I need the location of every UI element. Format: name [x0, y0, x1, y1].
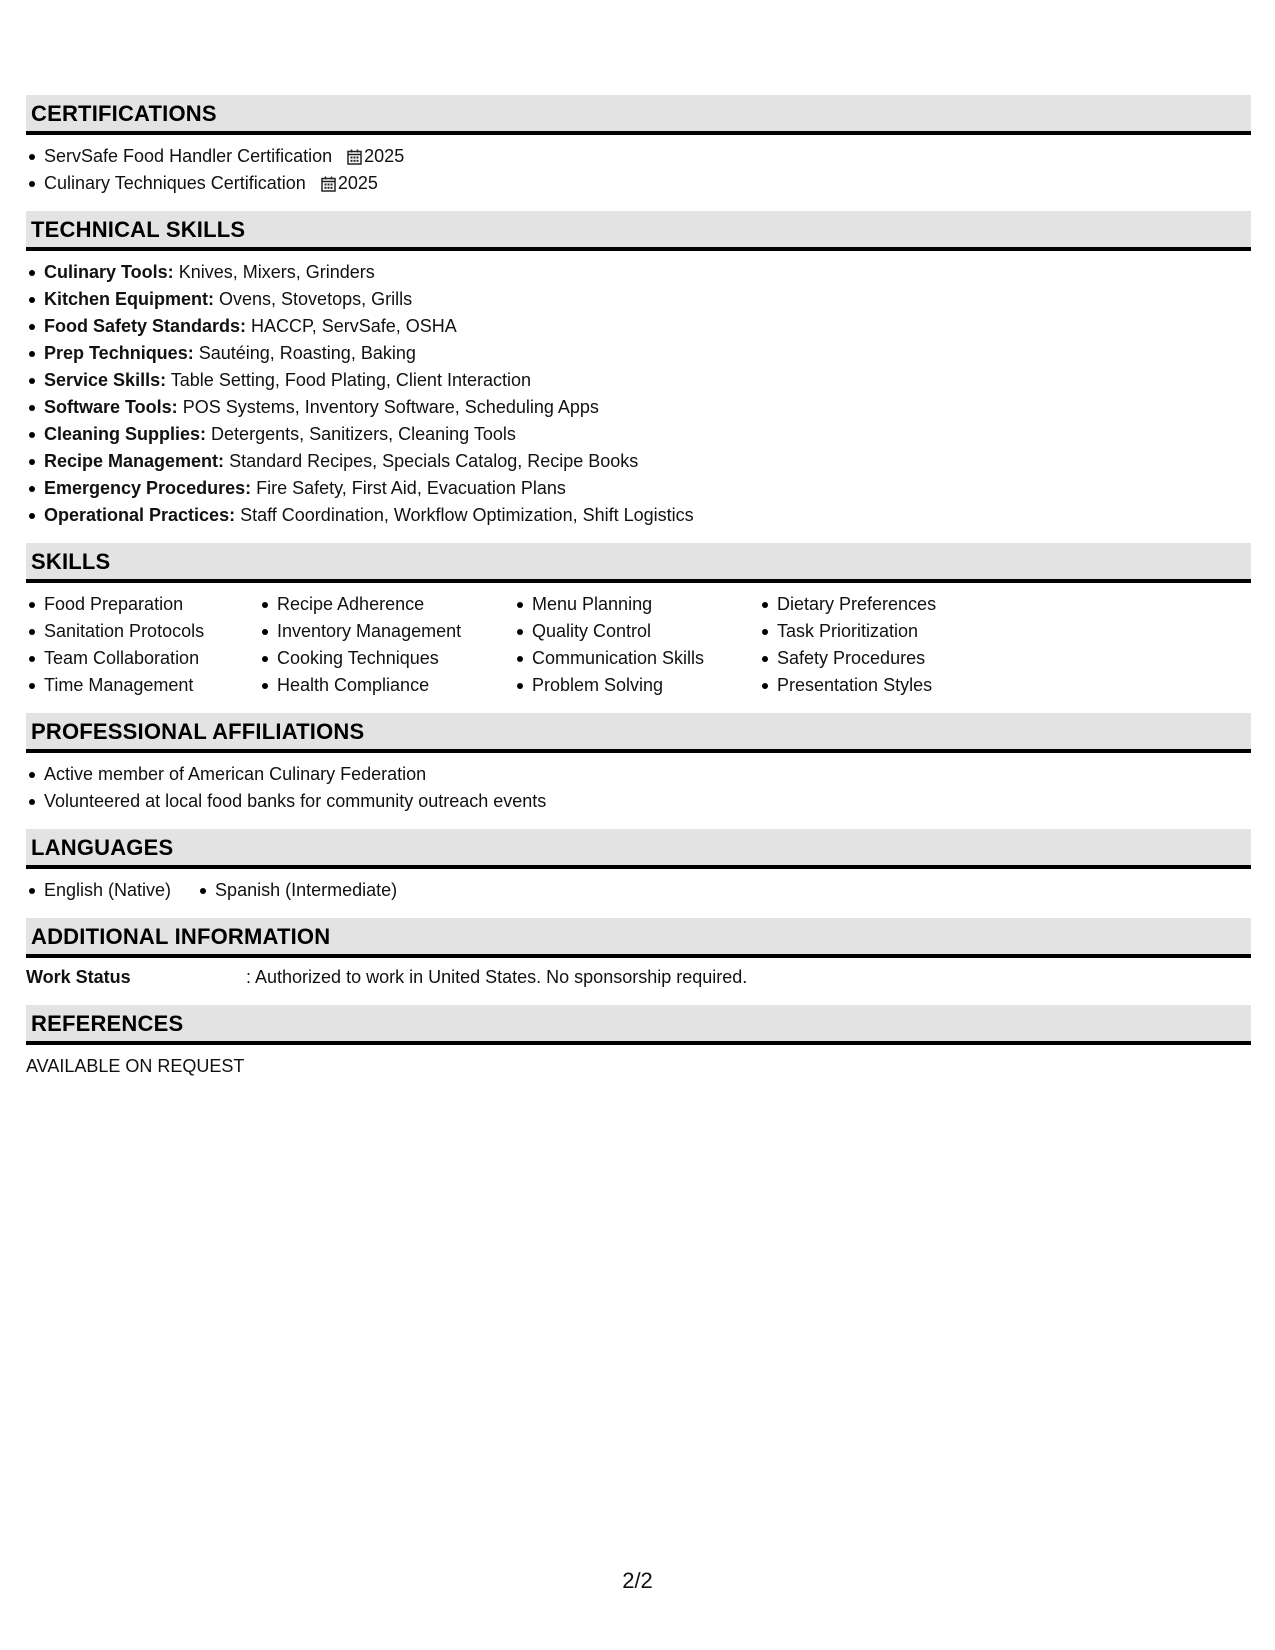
- list-item: [44, 367, 1251, 394]
- list-item: Active member of American Culinary Federation: [44, 761, 1251, 788]
- list-item: [44, 313, 1251, 340]
- skills-column: [514, 591, 759, 699]
- languages-section: [26, 829, 1251, 904]
- certification-year: 2025: [364, 146, 405, 166]
- language-item: Spanish (Intermediate): [215, 877, 397, 904]
- list-item: [44, 394, 1251, 421]
- skill-category-value: Ovens, Stovetops, Grills: [219, 289, 413, 309]
- list-item: [44, 143, 1251, 170]
- work-status-row: [26, 958, 1251, 991]
- skill-category-value: POS Systems, Inventory Software, Scheduling Apps: [182, 397, 599, 417]
- skill-category-label: Recipe Management:: [44, 451, 225, 471]
- affiliations-section: [26, 713, 1251, 815]
- list-item: Task Prioritization: [777, 618, 997, 645]
- references-heading: REFERENCES: [26, 1005, 1251, 1045]
- skill-category-label: Operational Practices:: [44, 505, 236, 525]
- list-item: Volunteered at local food banks for community outreach events: [44, 788, 1251, 815]
- certifications-list: [26, 135, 1251, 197]
- skill-category-value: Table Setting, Food Plating, Client Interaction: [170, 370, 531, 390]
- skill-category-label: Software Tools:: [44, 397, 178, 417]
- calendar-icon: [321, 173, 336, 200]
- list-item: Dietary Preferences: [777, 591, 997, 618]
- list-item: Health Compliance: [277, 672, 514, 699]
- work-status-value: : Authorized to work in United States. No sponsorship required.: [246, 967, 748, 987]
- skill-category-label: Food Safety Standards:: [44, 316, 247, 336]
- list-item: Time Management: [44, 672, 259, 699]
- skills-column: [259, 591, 514, 699]
- list-item: Menu Planning: [532, 591, 759, 618]
- skills-section: [26, 543, 1251, 699]
- list-item: Cooking Techniques: [277, 645, 514, 672]
- skill-category-value: Fire Safety, First Aid, Evacuation Plans: [256, 478, 566, 498]
- skill-category-value: Knives, Mixers, Grinders: [178, 262, 375, 282]
- calendar-icon: [347, 146, 362, 173]
- certification-name: Culinary Techniques Certification: [44, 173, 306, 193]
- skill-category-label: Prep Techniques:: [44, 343, 194, 363]
- resume-page: [26, 95, 1251, 1094]
- language-item: English (Native): [44, 877, 171, 904]
- skills-grid: [26, 583, 1251, 699]
- list-item: Quality Control: [532, 618, 759, 645]
- list-item: [44, 421, 1251, 448]
- certifications-heading: CERTIFICATIONS: [26, 95, 1251, 135]
- list-item: Team Collaboration: [44, 645, 259, 672]
- list-item: Communication Skills: [532, 645, 759, 672]
- list-item: Recipe Adherence: [277, 591, 514, 618]
- languages-heading: LANGUAGES: [26, 829, 1251, 869]
- list-item: [44, 259, 1251, 286]
- technical-skills-heading: TECHNICAL SKILLS: [26, 211, 1251, 251]
- additional-info-section: [26, 918, 1251, 991]
- list-item: Safety Procedures: [777, 645, 997, 672]
- list-item: Food Preparation: [44, 591, 259, 618]
- work-status-label: Work Status: [26, 967, 131, 987]
- skill-category-value: Detergents, Sanitizers, Cleaning Tools: [211, 424, 516, 444]
- list-item: Problem Solving: [532, 672, 759, 699]
- list-item: [44, 448, 1251, 475]
- list-item: [44, 286, 1251, 313]
- skills-heading: SKILLS: [26, 543, 1251, 583]
- references-section: [26, 1005, 1251, 1080]
- list-item: [44, 502, 1251, 529]
- skill-category-label: Kitchen Equipment:: [44, 289, 214, 309]
- list-item: [44, 475, 1251, 502]
- additional-info-heading: ADDITIONAL INFORMATION: [26, 918, 1251, 958]
- skill-category-label: Culinary Tools:: [44, 262, 174, 282]
- list-item: [44, 170, 1251, 197]
- skill-category-value: HACCP, ServSafe, OSHA: [251, 316, 457, 336]
- certification-year: 2025: [337, 173, 378, 193]
- skill-category-label: Cleaning Supplies:: [44, 424, 207, 444]
- list-item: Presentation Styles: [777, 672, 997, 699]
- page-number: 2/2: [622, 1568, 653, 1593]
- skill-category-label: Emergency Procedures:: [44, 478, 252, 498]
- technical-skills-section: [26, 211, 1251, 529]
- skill-category-value: Sautéing, Roasting, Baking: [198, 343, 416, 363]
- list-item: Inventory Management: [277, 618, 514, 645]
- certification-name: ServSafe Food Handler Certification: [44, 146, 333, 166]
- skill-category-label: Service Skills:: [44, 370, 167, 390]
- affiliations-list: [26, 753, 1251, 815]
- certifications-section: [26, 95, 1251, 197]
- languages-list: [26, 869, 1251, 904]
- affiliations-heading: PROFESSIONAL AFFILIATIONS: [26, 713, 1251, 753]
- technical-skills-list: [26, 251, 1251, 529]
- skills-column: [759, 591, 997, 699]
- skill-category-value: Staff Coordination, Workflow Optimization, Shift Logistics: [240, 505, 694, 525]
- skill-category-value: Standard Recipes, Specials Catalog, Recipe Books: [229, 451, 639, 471]
- list-item: [44, 340, 1251, 367]
- list-item: Sanitation Protocols: [44, 618, 259, 645]
- skills-column: [26, 591, 259, 699]
- references-text: AVAILABLE ON REQUEST: [26, 1056, 245, 1076]
